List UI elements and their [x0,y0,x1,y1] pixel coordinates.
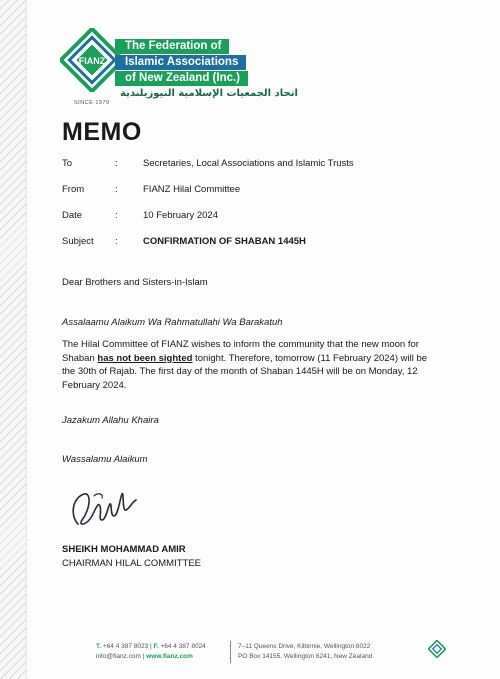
emblem-text: FIANZ [78,56,106,66]
signer-block [62,543,201,570]
field-colon: : [115,236,118,247]
field-colon: : [115,184,118,195]
footer-address [238,642,372,662]
memo-fields [62,158,482,262]
fianz-mark-icon [428,640,446,658]
handwritten-signature [64,476,154,536]
org-name-arabic: اتحاد الجمعيات الإسلامية النيوزيلندية [120,88,298,99]
footer-separator: | [148,643,154,650]
closing-salam: Wassalamu Alaikum [62,454,148,465]
website-link[interactable]: www.fianz.com [146,653,193,660]
footer-phone-line [96,642,206,652]
field-colon: : [115,210,118,221]
address-line-1: 7–11 Queens Drive, Kilbirnie, Wellington 6022 [238,643,371,650]
footer-divider [230,641,231,663]
field-from [62,184,482,210]
announcement-paragraph [62,338,442,392]
field-value: 10 February 2024 [143,210,218,221]
field-label: Subject [62,236,94,247]
decorative-stripe [0,0,27,679]
phone-number: +64 4 387 8023 [102,643,149,650]
signer-name: SHEIKH MOHAMMAD AMIR [62,544,186,555]
salutation: Assalaamu Alaikum Wa Rahmatullahi Wa Barakatuh [62,317,283,328]
field-value: CONFIRMATION OF SHABAN 1445H [143,236,306,247]
field-colon: : [115,158,118,169]
field-value: FIANZ Hilal Committee [143,184,241,195]
address-line-2: PO Box 14155, Wellington 6241, New Zealand [238,653,373,660]
footer-web-line [96,652,206,662]
closing-blessing: Jazakum Allahu Khaira [62,415,159,426]
greeting: Dear Brothers and Sisters-in-Islam [62,277,208,288]
memo-title: MEMO [62,118,142,146]
org-name-line3: of New Zealand (Inc.) [115,71,248,86]
paragraph-text-start: The Hilal Committee of FIANZ wishes to inform the community that the new moon for Shaban [62,339,419,364]
phone-label: T. [96,643,102,650]
header-logo [60,28,370,110]
paragraph-text-end: tonight. Therefore, tomorrow (11 February 2024) will be the 30th of Rajab. The first day of the month of Shaban 1445H will be on Monday, 12 February 2024. [62,352,428,391]
field-label: From [62,184,85,195]
field-date [62,210,482,236]
footer-contact [96,642,206,662]
fax-number: +64 4 387 8024 [160,643,206,650]
org-name-line2: Islamic Associations [115,55,246,70]
footer-separator: | [140,653,147,660]
org-name-line1: The Federation of [115,39,229,54]
field-label: To [62,158,73,169]
field-subject [62,236,482,262]
email-link[interactable]: info@fianz.com [96,653,141,660]
field-to [62,158,482,184]
field-label: Date [62,210,83,221]
signer-title: CHAIRMAN HILAL COMMITTEE [62,557,201,569]
paragraph-emphasis: has not been sighted [97,352,193,364]
field-value: Secretaries, Local Associations and Islamic Trusts [143,158,354,169]
fax-label: F. [153,643,159,650]
since-label: SINCE 1979 [74,100,110,106]
